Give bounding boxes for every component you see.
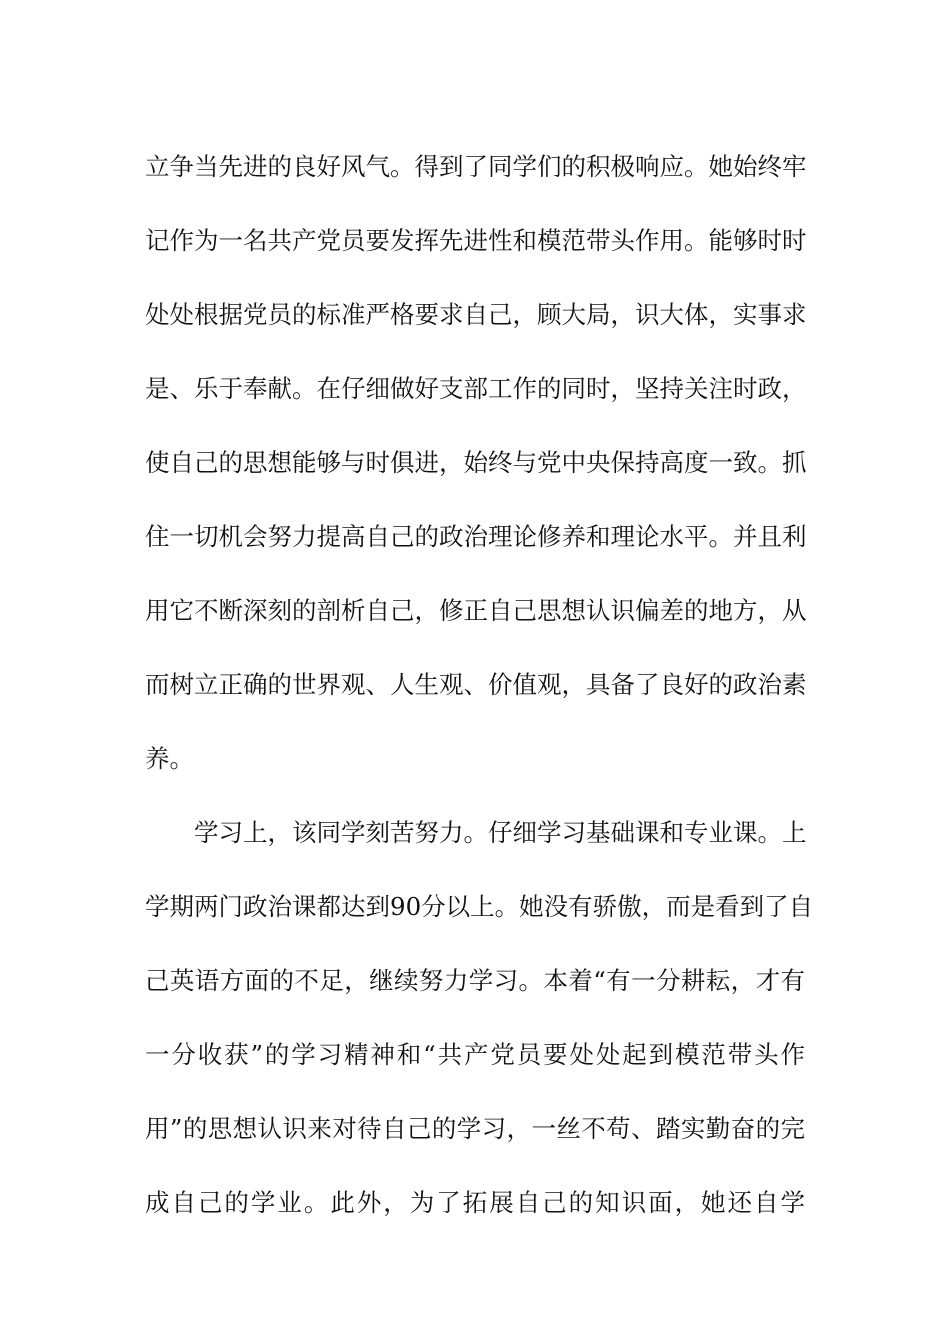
text-line-3: 处处根据党员的标准严格要求自己，顾大局，识大体，实事求 [145, 300, 807, 329]
text-line-6: 住一切机会努力提高自己的政治理论修养和理论水平。并且利 [145, 522, 807, 551]
body-text [145, 130, 814, 1240]
text-line-11: 学期两门政治课都达到90分以上。她没有骄傲，而是看到了自 [145, 892, 814, 921]
text-line-4: 是、乐于奉献。在仔细做好支部工作的同时，坚持关注时政， [145, 374, 807, 403]
text-line-2: 记作为一名共产党员要发挥先进性和模范带头作用。能够时时 [145, 226, 807, 255]
text-line-1: 立争当先进的良好风气。得到了同学们的积极响应。她始终牢 [145, 152, 807, 181]
text-line-7: 用它不断深刻的剖析自己，修正自己思想认识偏差的地方，从 [145, 596, 807, 625]
text-line-10: 学习上，该同学刻苦努力。仔细学习基础课和专业课。上 [194, 818, 807, 847]
text-line-5: 使自己的思想能够与时俱进，始终与党中央保持高度一致。抓 [145, 448, 807, 477]
text-line-15: 成自己的学业。此外，为了拓展自己的知识面，她还自学 [145, 1188, 805, 1217]
text-line-14: 用”的思想认识来对待自己的学习，一丝不苟、踏实勤奋的完 [145, 1114, 805, 1143]
text-line-13: 一分收获”的学习精神和“共产党员要处处起到模范带头作 [145, 1040, 805, 1069]
text-line-12: 己英语方面的不足，继续努力学习。本着“有一分耕耘，才有 [145, 966, 805, 995]
text-line-8: 而树立正确的世界观、人生观、价值观，具备了良好的政治素 [145, 670, 807, 699]
text-line-9: 养。 [145, 744, 194, 773]
